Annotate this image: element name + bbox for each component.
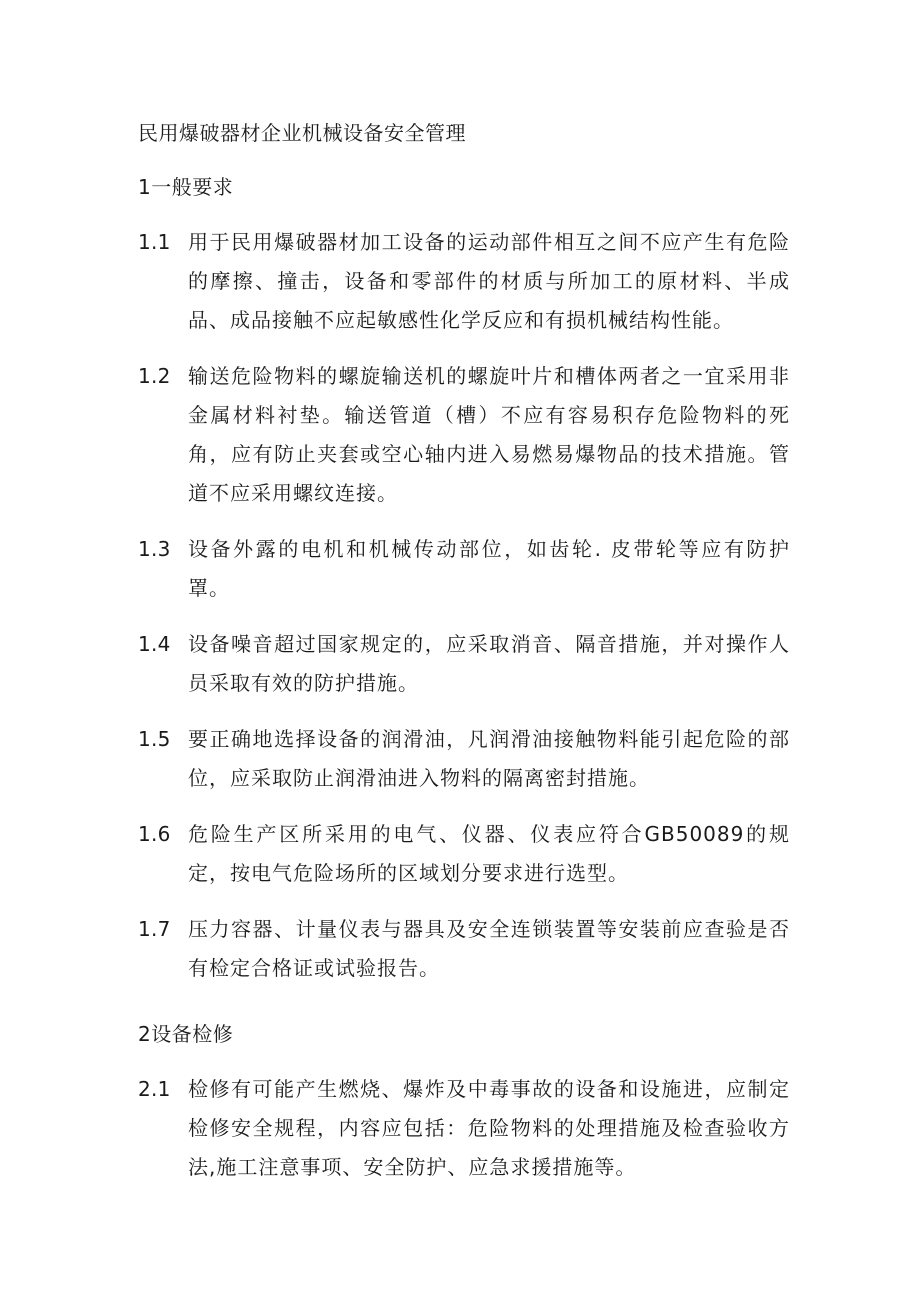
clause-1-7 <box>138 910 790 988</box>
clause-text: 危险生产区所采用的电气、仪器、仪表应符合GB50089的规定，按电气危险场所的区域划分要求进行选型。 <box>188 822 790 885</box>
clause-text: 设备外露的电机和机械传动部位，如齿轮. 皮带轮等应有防护罩。 <box>188 537 790 600</box>
clause-number: 1.5 <box>138 727 171 751</box>
clause-number: 2.1 <box>138 1077 171 1101</box>
clause-1-4 <box>138 625 790 703</box>
clause-1-6 <box>138 815 790 893</box>
clause-1-1 <box>138 223 790 340</box>
clause-text: 检修有可能产生燃烧、爆炸及中毒事故的设备和设施进，应制定检修安全规程，内容应包括：危险物料的处理措施及检查验收方法,施工注意事项、安全防护、应急求援措施等。 <box>188 1077 790 1179</box>
clause-1-5 <box>138 720 790 798</box>
clause-number: 1.1 <box>138 230 171 254</box>
clause-number: 1.2 <box>138 364 171 388</box>
clause-text: 设备噪音超过国家规定的，应采取消音、隔音措施，并对操作人员采取有效的防护措施。 <box>188 632 790 695</box>
spacer <box>138 152 790 168</box>
clause-number: 1.4 <box>138 632 171 656</box>
clause-number: 1.7 <box>138 917 171 941</box>
clause-text: 用于民用爆破器材加工设备的运动部件相互之间不应产生有危险的摩擦、撞击，设备和零部件的材质与所加工的原材料、半成品、成品接触不应起敏感性化学反应和有损机械结构性能。 <box>188 230 790 332</box>
clause-number: 1.6 <box>138 822 171 846</box>
clause-text: 压力容器、计量仪表与器具及安全连锁装置等安装前应查验是否有检定合格证或试验报告。 <box>188 917 790 980</box>
spacer <box>138 1053 790 1070</box>
section-heading-1: 1一般要求 <box>138 175 234 199</box>
clause-text: 输送危险物料的螺旋输送机的螺旋叶片和槽体两者之一宜采用非金属材料衬垫。输送管道（槽）不应有容易积存危险物料的死角，应有防止夹套或空心轴内进入易燃易爆物品的技术措施。管道不应采用螺纹连接。 <box>188 364 790 505</box>
section-heading-2: 2设备检修 <box>138 1022 234 1046</box>
spacer <box>138 206 790 223</box>
clause-1-3 <box>138 530 790 608</box>
clause-1-2 <box>138 357 790 513</box>
document-title: 民用爆破器材企业机械设备安全管理 <box>138 121 466 145</box>
clause-number: 1.3 <box>138 537 171 561</box>
spacer <box>138 1005 790 1015</box>
clause-text: 要正确地选择设备的润滑油，凡润滑油接触物料能引起危险的部位，应采取防止润滑油进入物料的隔离密封措施。 <box>188 727 790 790</box>
clause-2-1 <box>138 1070 790 1187</box>
